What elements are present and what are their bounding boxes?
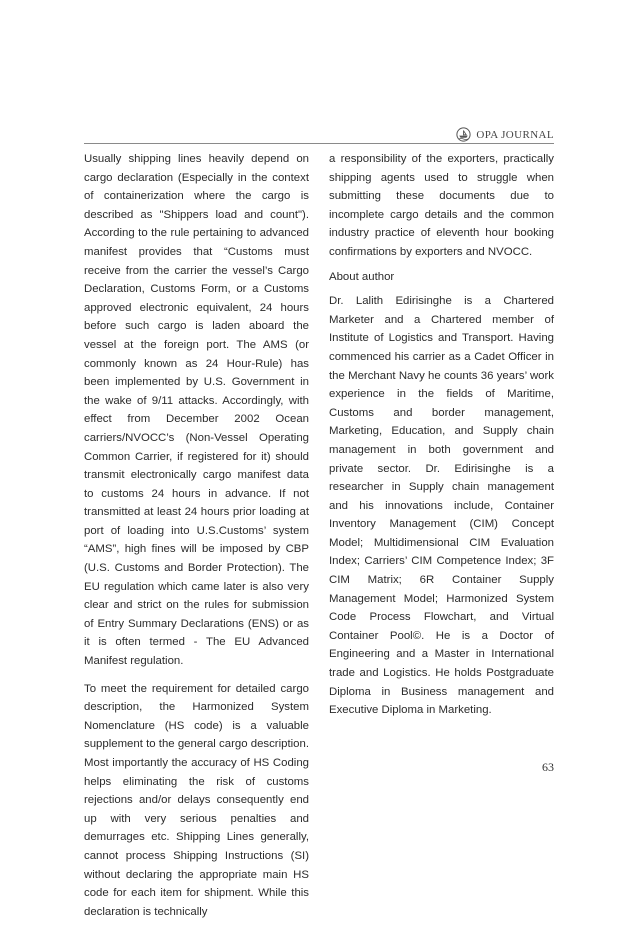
- author-bio-paragraph: Dr. Lalith Edirisinghe is a Chartered Marketer and a Chartered member of Institute of Logistics and Transport. Having commenced his carrier as a Cadet Officer in the Merchant Navy he counts 36 years’ work experience in the fields of Maritime, Customs and border management, Marketing, Education, and Supply chain management in both government and private sector. Dr. Edirisinghe is a researcher in Supply chain management and his innovations include, Container Inventory Management (CIM) Concept Model; Multidimensional CIM Evaluation Index; Carriers’ CIM Competence Index; 3F CIM Matrix; 6R Container Supply Management Model; Harmonized System Code Process Flowchart, and Virtual Container Pool©. He is a Doctor of Engineering and a Master in International trade and Logistics. He holds Postgraduate Diploma in Business management and Executive Diploma in Marketing.: [329, 295, 554, 717]
- journal-name: OPA JOURNAL: [476, 128, 554, 141]
- journal-masthead: [456, 127, 554, 142]
- ship-emblem-icon: [456, 127, 471, 142]
- page-number: 63: [542, 760, 554, 774]
- right-paragraph-1: a responsibility of the exporters, practically shipping agents used to struggle when submitting these documents due to incomplete cargo details and the common industry practice of eleventh hour booking confirmations by exporters and NVOCC.: [329, 153, 554, 258]
- left-paragraph-2: To meet the requirement for detailed cargo description, the Harmonized System Nomenclature (HS code) is a valuable supplement to the general cargo description. Most importantly the accuracy of HS Coding helps eliminating the risk of customs rejections and/or delays consequently end up with very serious penalties and demurrages etc. Shipping Lines generally, cannot process Shipping Instructions (SI) without declaring the appropriate main HS code for each item for shipment. While this declaration is technically: [84, 682, 309, 918]
- about-author-heading: About author: [329, 270, 395, 283]
- right-column: [329, 150, 554, 729]
- left-column: [84, 150, 309, 930]
- page-header: [84, 124, 554, 144]
- left-paragraph-1: Usually shipping lines heavily depend on cargo declaration (Especially in the context of containerization where the cargo is described as "Shippers load and count"). According to the rule pertaining to advanced manifest provides that “Customs must receive from the carrier the vessel’s Cargo Declaration, Customs Form, or a Customs approved electronic equivalent, 24 hours before such cargo is laden aboard the vessel at the foreign port. The AMS (or commonly known as 24 Hour-Rule) has been implemented by U.S. Government in the wake of 9/11 attacks. Accordingly, with effect from December 2002 Ocean carriers/NVOCC’s (Non-Vessel Operating Common Carrier, if registered for it) should transmit electronically cargo manifest data to customs 24 hours in advance. If not transmitted at least 24 hours prior loading at port of loading into U.S.Customs’ system “AMS”, high fines will be imposed by CBP (U.S. Customs and Border Protection). The EU regulation which came later is also very clear and strict on the rules for submission of Entry Summary Declarations (ENS) or as it is often termed - The EU Advanced Manifest regulation.: [84, 153, 309, 668]
- header-divider: [84, 143, 554, 144]
